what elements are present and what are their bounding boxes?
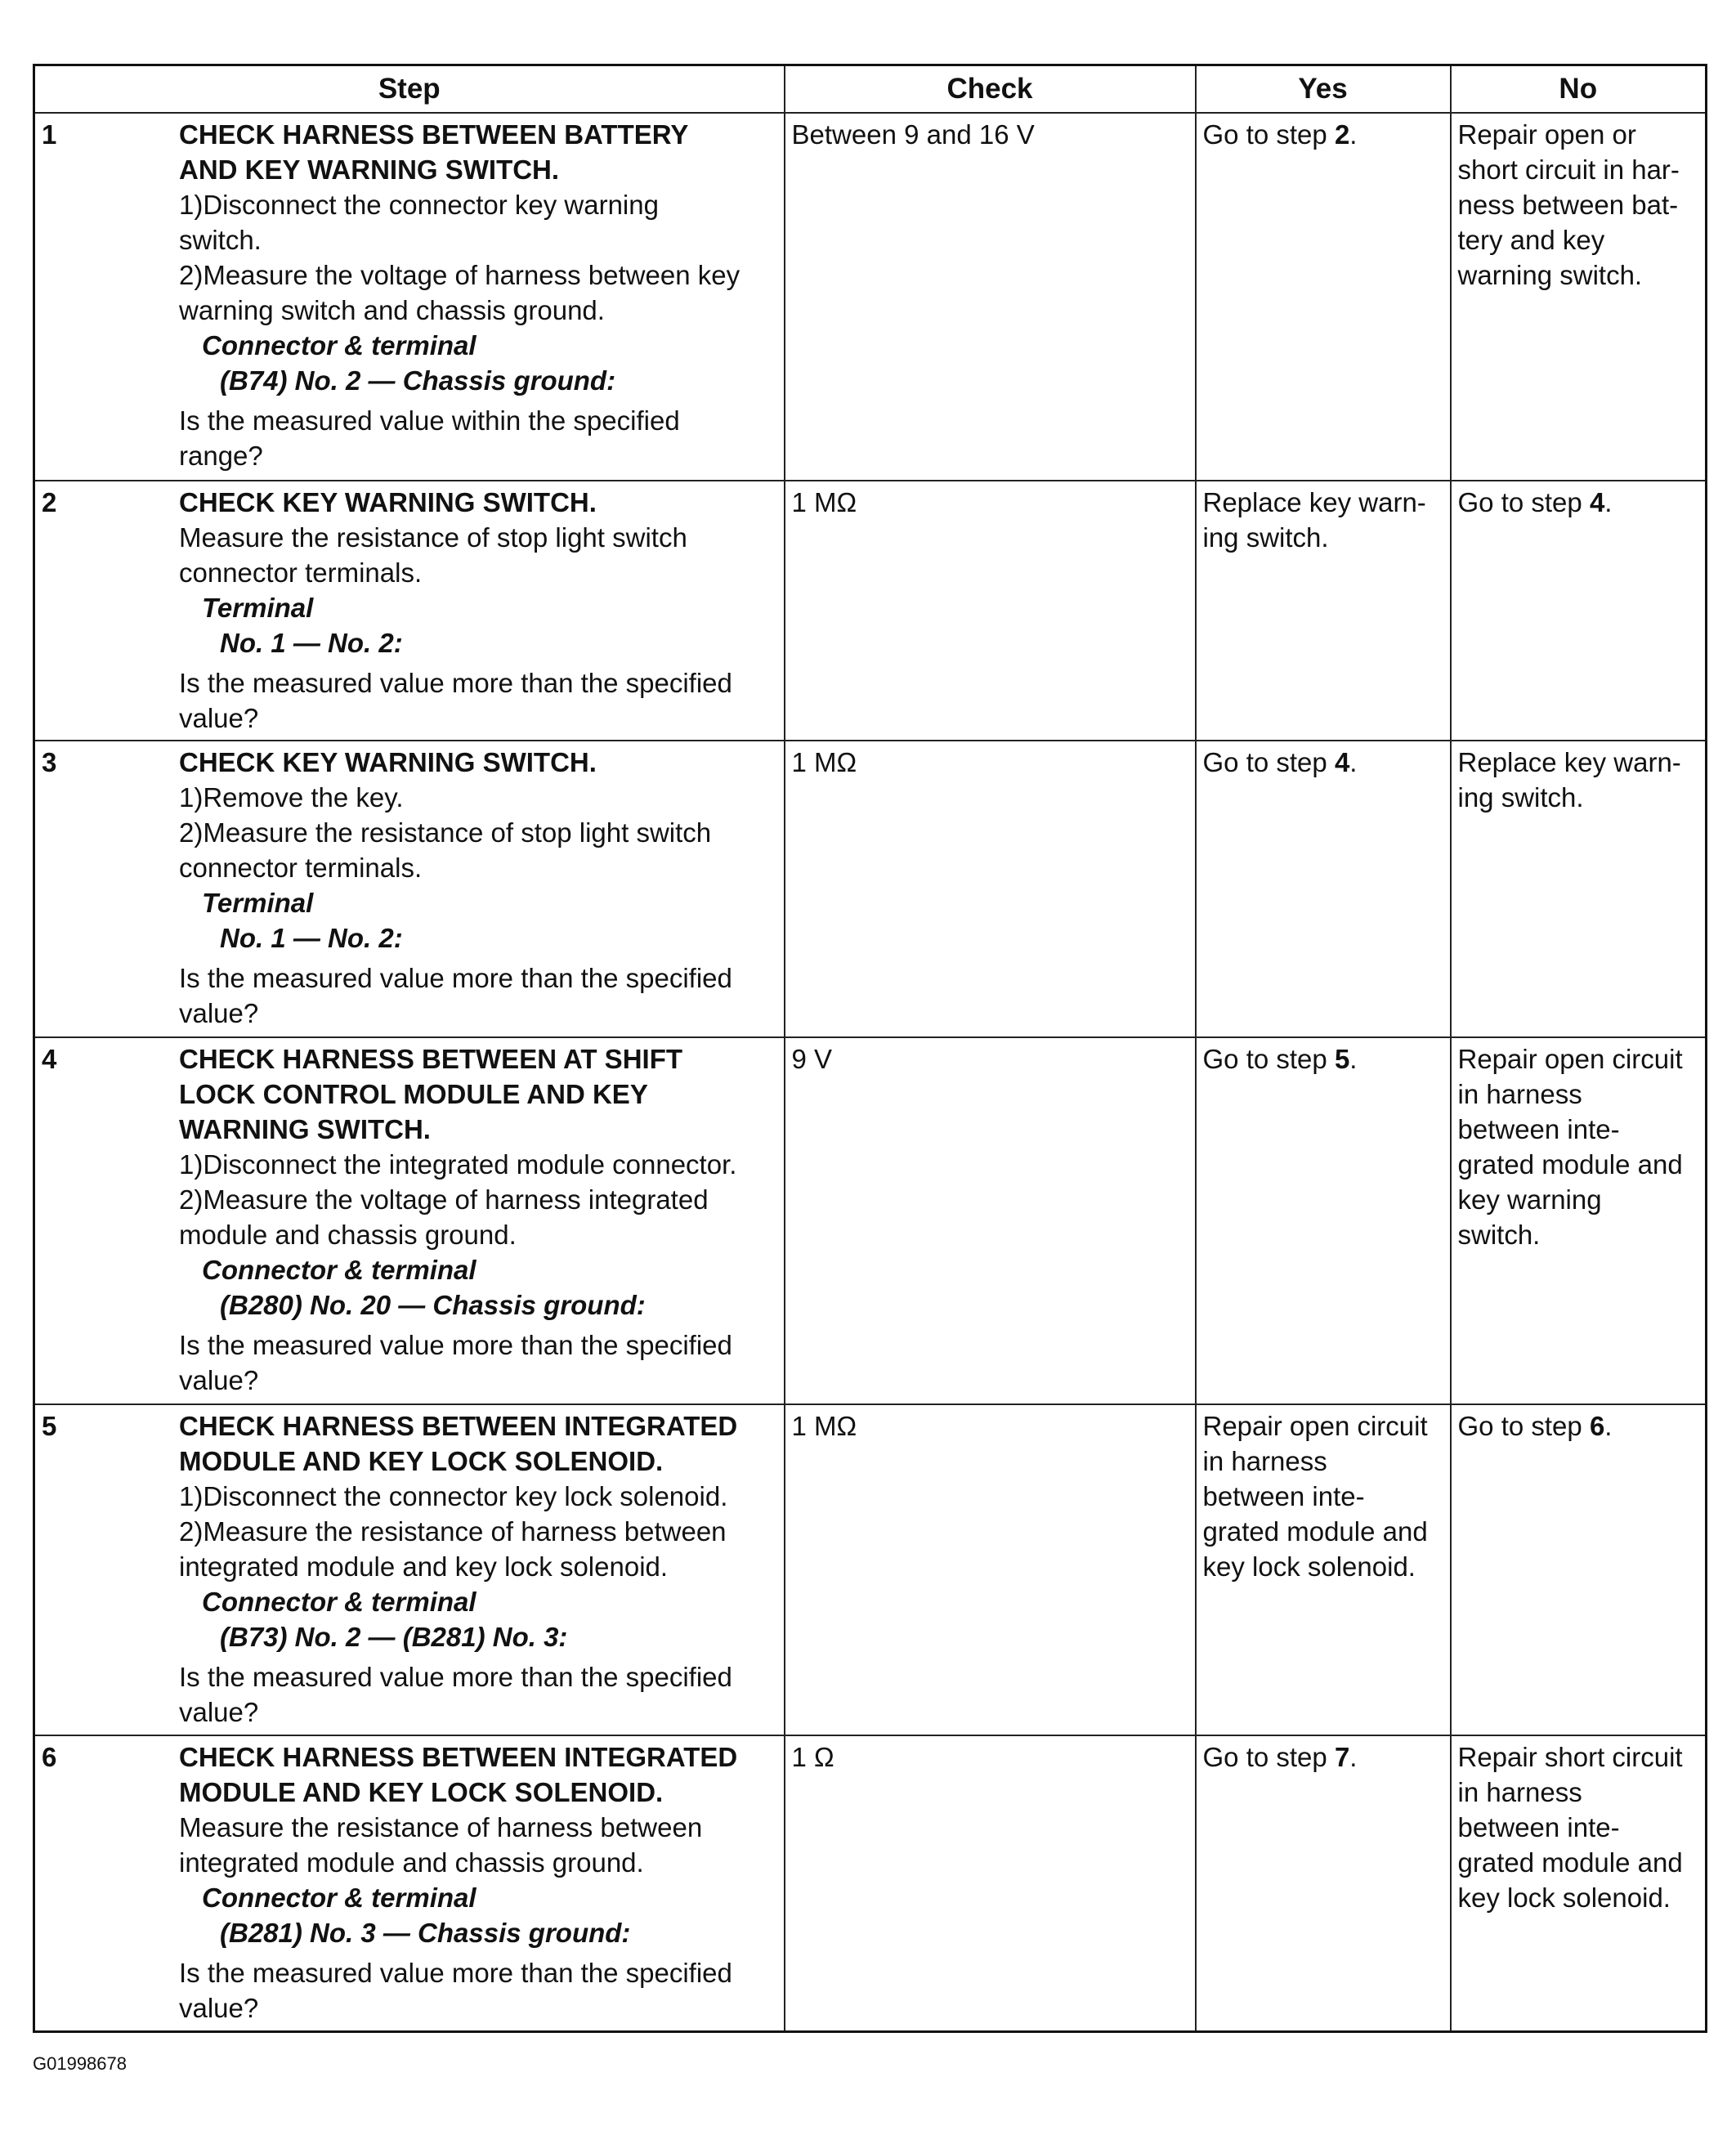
check-cell: Between 9 and 16 V bbox=[785, 113, 1196, 481]
connector-terminal-label: Terminal bbox=[202, 593, 314, 623]
step-number: 6 bbox=[42, 1742, 57, 1772]
step-line: 1)Disconnect the connector key lock solenoid. bbox=[179, 1481, 728, 1511]
connector-terminal-label: Connector & terminal bbox=[202, 1587, 477, 1617]
check-cell: 1 MΩ bbox=[785, 1404, 1196, 1735]
step-title: CHECK HARNESS BETWEEN INTEGRATED bbox=[179, 1742, 738, 1772]
step-line: 2)Measure the resistance of stop light switch bbox=[179, 817, 712, 848]
step-line: 1)Remove the key. bbox=[179, 782, 404, 813]
step-cell bbox=[34, 113, 785, 481]
question: Is the measured value more than the specified bbox=[179, 668, 732, 698]
step-line: 2)Measure the resistance of harness between bbox=[179, 1516, 727, 1547]
header-no: No bbox=[1451, 65, 1707, 114]
question: Is the measured value within the specified bbox=[179, 405, 680, 436]
step-title: CHECK KEY WARNING SWITCH. bbox=[179, 747, 597, 777]
step-cell bbox=[34, 1037, 785, 1404]
figure-id: G01998678 bbox=[33, 2053, 127, 2074]
table-row bbox=[34, 741, 1707, 1037]
connector-terminal-value: (B74) No. 2 — Chassis ground: bbox=[220, 365, 616, 396]
step-number: 4 bbox=[42, 1044, 57, 1074]
yes-cell: Replace key warn- ing switch. bbox=[1196, 481, 1451, 741]
step-line: integrated module and chassis ground. bbox=[179, 1847, 644, 1878]
connector-terminal-value: (B281) No. 3 — Chassis ground: bbox=[220, 1918, 631, 1948]
step-title: AND KEY WARNING SWITCH. bbox=[179, 154, 560, 185]
step-cell bbox=[34, 481, 785, 741]
table-row bbox=[34, 113, 1707, 481]
question: value? bbox=[179, 1993, 259, 2023]
step-title: WARNING SWITCH. bbox=[179, 1114, 431, 1144]
connector-terminal-value: No. 1 — No. 2: bbox=[220, 923, 403, 953]
header-check: Check bbox=[785, 65, 1196, 114]
question: Is the measured value more than the specified bbox=[179, 963, 732, 993]
table-row bbox=[34, 1404, 1707, 1735]
step-cell bbox=[34, 741, 785, 1037]
step-cell bbox=[34, 1404, 785, 1735]
question: Is the measured value more than the specified bbox=[179, 1330, 732, 1360]
step-line: Measure the resistance of stop light switch bbox=[179, 522, 687, 553]
step-number: 5 bbox=[42, 1411, 57, 1441]
step-title: CHECK HARNESS BETWEEN AT SHIFT bbox=[179, 1044, 683, 1074]
check-cell: 1 MΩ bbox=[785, 741, 1196, 1037]
step-number: 2 bbox=[42, 487, 57, 517]
step-line: 1)Disconnect the integrated module connector. bbox=[179, 1149, 737, 1180]
connector-terminal-label: Terminal bbox=[202, 888, 314, 918]
header-row bbox=[34, 65, 1707, 114]
connector-terminal-value: (B73) No. 2 — (B281) No. 3: bbox=[220, 1622, 568, 1652]
yes-cell: Go to step 4. bbox=[1196, 741, 1451, 1037]
question: value? bbox=[179, 1697, 259, 1727]
connector-terminal-value: (B280) No. 20 — Chassis ground: bbox=[220, 1290, 646, 1320]
step-title: MODULE AND KEY LOCK SOLENOID. bbox=[179, 1777, 664, 1807]
yes-cell: Go to step 2. bbox=[1196, 113, 1451, 481]
step-title: CHECK KEY WARNING SWITCH. bbox=[179, 487, 597, 517]
step-line: connector terminals. bbox=[179, 557, 423, 588]
no-cell: Replace key warn- ing switch. bbox=[1451, 741, 1707, 1037]
no-cell: Go to step 4. bbox=[1451, 481, 1707, 741]
step-cell bbox=[34, 1735, 785, 2031]
connector-terminal-label: Connector & terminal bbox=[202, 330, 477, 360]
step-title: LOCK CONTROL MODULE AND KEY bbox=[179, 1079, 648, 1109]
step-number: 3 bbox=[42, 747, 57, 777]
step-line: 2)Measure the voltage of harness between key bbox=[179, 260, 740, 290]
step-line: 1)Disconnect the connector key warning bbox=[179, 190, 659, 220]
step-line: 2)Measure the voltage of harness integrated bbox=[179, 1184, 709, 1215]
connector-terminal-value: No. 1 — No. 2: bbox=[220, 628, 403, 658]
step-line: connector terminals. bbox=[179, 853, 423, 883]
step-number: 1 bbox=[42, 119, 57, 150]
question: Is the measured value more than the specified bbox=[179, 1662, 732, 1692]
question: value? bbox=[179, 1365, 259, 1395]
question: Is the measured value more than the specified bbox=[179, 1958, 732, 1988]
no-cell: Go to step 6. bbox=[1451, 1404, 1707, 1735]
no-cell: Repair open or short circuit in har- ness between bat- tery and key warning switch. bbox=[1451, 113, 1707, 481]
check-cell: 1 Ω bbox=[785, 1735, 1196, 2031]
header-yes: Yes bbox=[1196, 65, 1451, 114]
connector-terminal-label: Connector & terminal bbox=[202, 1255, 477, 1285]
step-title: CHECK HARNESS BETWEEN BATTERY bbox=[179, 119, 689, 150]
step-line: module and chassis ground. bbox=[179, 1220, 517, 1250]
table-row bbox=[34, 1735, 1707, 2031]
yes-cell: Go to step 7. bbox=[1196, 1735, 1451, 2031]
step-title: MODULE AND KEY LOCK SOLENOID. bbox=[179, 1446, 664, 1476]
step-line: switch. bbox=[179, 225, 262, 255]
table-row bbox=[34, 1037, 1707, 1404]
yes-cell: Repair open circuit in harness between inte- grated module and key lock solenoid. bbox=[1196, 1404, 1451, 1735]
step-line: Measure the resistance of harness between bbox=[179, 1812, 703, 1842]
step-title: CHECK HARNESS BETWEEN INTEGRATED bbox=[179, 1411, 738, 1441]
question: value? bbox=[179, 703, 259, 733]
header-step: Step bbox=[34, 65, 785, 114]
connector-terminal-label: Connector & terminal bbox=[202, 1883, 477, 1913]
table-row bbox=[34, 481, 1707, 741]
step-line: warning switch and chassis ground. bbox=[179, 295, 605, 325]
question: value? bbox=[179, 998, 259, 1028]
yes-cell: Go to step 5. bbox=[1196, 1037, 1451, 1404]
question: range? bbox=[179, 441, 263, 471]
check-cell: 9 V bbox=[785, 1037, 1196, 1404]
no-cell: Repair short circuit in harness between inte- grated module and key lock solenoid. bbox=[1451, 1735, 1707, 2031]
diagnostic-table bbox=[33, 64, 1707, 2033]
step-line: integrated module and key lock solenoid. bbox=[179, 1551, 669, 1582]
no-cell: Repair open circuit in harness between inte- grated module and key warning switch. bbox=[1451, 1037, 1707, 1404]
check-cell: 1 MΩ bbox=[785, 481, 1196, 741]
